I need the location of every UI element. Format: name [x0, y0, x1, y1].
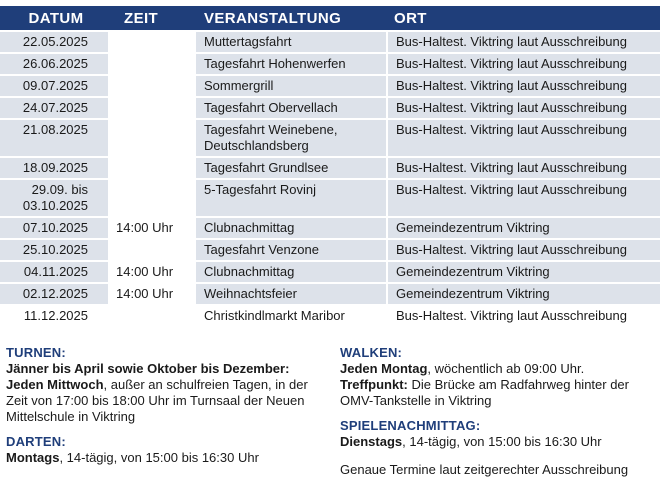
ort-cell: Bus-Haltest. Viktring laut Ausschreibung [386, 180, 660, 216]
ort-cell: Gemeindezentrum Viktring [386, 218, 660, 238]
table-row [0, 260, 660, 282]
table-header [0, 6, 660, 30]
zeit-cell [108, 76, 196, 96]
table-row [0, 216, 660, 238]
spiele-title: SPIELENACHMITTAG: [340, 418, 481, 433]
veranstaltung-cell: Tagesfahrt Venzone [196, 240, 386, 260]
zeit-cell: 14:00 Uhr [108, 262, 196, 282]
table-row [0, 282, 660, 304]
walken-line2: Treffpunkt: Die Brücke am Radfahrweg hinter der OMV-Tankstelle in Viktring [340, 377, 629, 408]
ort-cell: Bus-Haltest. Viktring laut Ausschreibung [386, 98, 660, 118]
ort-cell: Gemeindezentrum Viktring [386, 262, 660, 282]
table-row [0, 238, 660, 260]
zeit-cell: 14:00 Uhr [108, 284, 196, 304]
right-info-column [340, 345, 660, 487]
ort-cell: Bus-Haltest. Viktring laut Ausschreibung [386, 306, 660, 326]
header-zeit: ZEIT [124, 9, 159, 27]
ort-cell: Bus-Haltest. Viktring laut Ausschreibung [386, 158, 660, 178]
spiele-text: Dienstags, 14-tägig, von 15:00 bis 16:30 Uhr [340, 434, 602, 449]
zeit-cell [108, 306, 196, 326]
ort-cell: Gemeindezentrum Viktring [386, 284, 660, 304]
header-ort: ORT [394, 9, 427, 27]
veranstaltung-cell: Tagesfahrt Weinebene, Deutschlandsberg [196, 120, 386, 156]
table-row [0, 96, 660, 118]
table-row [0, 156, 660, 178]
veranstaltung-cell: Tagesfahrt Grundlsee [196, 158, 386, 178]
veranstaltung-cell: Clubnachmittag [196, 262, 386, 282]
veranstaltung-cell: Muttertagsfahrt [196, 32, 386, 52]
zeit-cell [108, 98, 196, 118]
zeit-cell [108, 54, 196, 74]
datum-cell: 04.11.2025 [0, 262, 108, 282]
zeit-cell [108, 120, 196, 156]
datum-cell: 24.07.2025 [0, 98, 108, 118]
zeit-cell [108, 32, 196, 52]
ort-cell: Bus-Haltest. Viktring laut Ausschreibung [386, 240, 660, 260]
veranstaltung-cell: Christkindlmarkt Maribor [196, 306, 386, 326]
datum-cell: 21.08.2025 [0, 120, 108, 156]
ort-cell: Bus-Haltest. Viktring laut Ausschreibung [386, 76, 660, 96]
walken-section [340, 345, 660, 409]
events-table [0, 6, 660, 326]
spiele-section [340, 418, 660, 478]
veranstaltung-cell: 5-Tagesfahrt Rovinj [196, 180, 386, 216]
veranstaltung-cell: Tagesfahrt Obervellach [196, 98, 386, 118]
ort-cell: Bus-Haltest. Viktring laut Ausschreibung [386, 120, 660, 156]
darten-section [6, 434, 328, 466]
ort-cell: Bus-Haltest. Viktring laut Ausschreibung [386, 54, 660, 74]
header-datum: DATUM [28, 9, 84, 27]
datum-cell: 02.12.2025 [0, 284, 108, 304]
table-row [0, 304, 660, 326]
left-info-column [6, 345, 328, 475]
table-row [0, 118, 660, 156]
turnen-section [6, 345, 328, 425]
zeit-cell [108, 158, 196, 178]
table-body [0, 30, 660, 326]
table-row [0, 30, 660, 52]
table-row [0, 74, 660, 96]
zeit-cell [108, 180, 196, 216]
datum-cell: 25.10.2025 [0, 240, 108, 260]
datum-cell: 09.07.2025 [0, 76, 108, 96]
darten-text: Montags, 14-tägig, von 15:00 bis 16:30 Uhr [6, 450, 259, 465]
datum-cell: 07.10.2025 [0, 218, 108, 238]
datum-cell: 26.06.2025 [0, 54, 108, 74]
datum-cell: 18.09.2025 [0, 158, 108, 178]
spiele-note: Genaue Termine laut zeitgerechter Ausschreibung [340, 462, 629, 477]
table-row [0, 52, 660, 74]
zeit-cell: 14:00 Uhr [108, 218, 196, 238]
header-veranstaltung: VERANSTALTUNG [204, 9, 342, 27]
veranstaltung-cell: Tagesfahrt Hohenwerfen [196, 54, 386, 74]
zeit-cell [108, 240, 196, 260]
ort-cell: Bus-Haltest. Viktring laut Ausschreibung [386, 32, 660, 52]
veranstaltung-cell: Sommergrill [196, 76, 386, 96]
veranstaltung-cell: Weihnachtsfeier [196, 284, 386, 304]
datum-cell: 22.05.2025 [0, 32, 108, 52]
datum-cell: 11.12.2025 [0, 306, 108, 326]
turnen-line1: Jänner bis April sowie Oktober bis Dezember: [6, 361, 290, 376]
table-row [0, 178, 660, 216]
veranstaltung-cell: Clubnachmittag [196, 218, 386, 238]
turnen-line2: Jeden Mittwoch, außer an schulfreien Tagen, in der Zeit von 17:00 bis 18:00 Uhr im Turnsaal der Neuen Mittelschule in Viktring [6, 377, 308, 424]
darten-title: DARTEN: [6, 434, 66, 449]
datum-cell: 29.09. bis 03.10.2025 [0, 180, 108, 216]
turnen-title: TURNEN: [6, 345, 66, 360]
walken-line1: Jeden Montag, wöchentlich ab 09:00 Uhr. [340, 361, 585, 376]
walken-title: WALKEN: [340, 345, 403, 360]
